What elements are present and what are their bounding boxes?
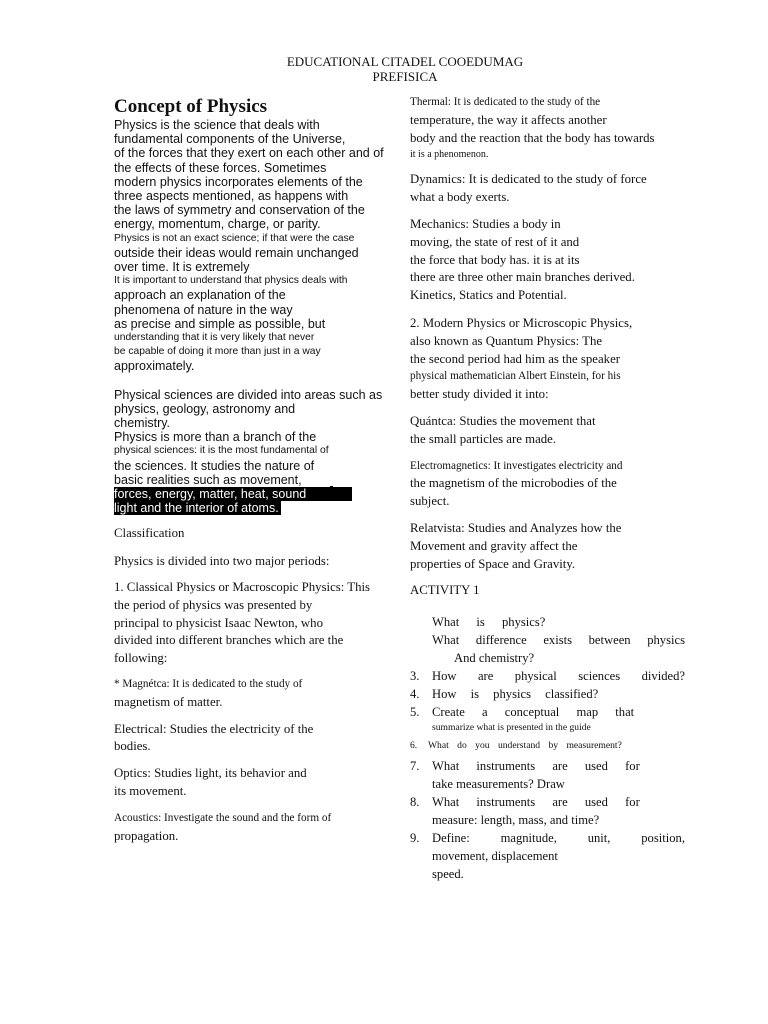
electromagnetics-paragraph: [410, 458, 700, 511]
text-line: Electromagnetics: It investigates electricity and: [410, 459, 623, 472]
text-line: chemistry.: [114, 416, 171, 431]
text-line: magnetism of matter.: [114, 694, 223, 709]
question-number: 9.: [410, 831, 420, 845]
text-line: Movement and gravity affect the: [410, 538, 578, 553]
acoustics-paragraph: [114, 810, 384, 846]
question-text: Create a conceptual map that: [432, 705, 635, 719]
text-line: fundamental components of the Universe,: [114, 132, 346, 147]
school-name: EDUCATIONAL CITADEL COOEDUMAG: [286, 54, 524, 69]
text-line: over time. It is extremely: [114, 260, 250, 275]
text-line: physical mathematician Albert Einstein, for his: [410, 370, 621, 383]
text-line: Quántca: Studies the movement that: [410, 413, 596, 428]
text-line: 2. Modern Physics or Microscopic Physics,: [410, 315, 633, 330]
text-line: principal to physicist Isaac Newton, who: [114, 615, 323, 630]
intro-paragraph: [114, 118, 384, 232]
activity-question-1: [410, 613, 685, 631]
question-number: 5.: [410, 705, 420, 719]
document-header: [0, 54, 768, 84]
activity-question-3: [410, 667, 685, 685]
text-line: properties of Space and Gravity.: [410, 556, 576, 571]
magnetica-paragraph: [114, 676, 384, 712]
activity-list: [410, 613, 685, 883]
activity-question-9: [410, 829, 685, 847]
text-line: following:: [114, 651, 168, 666]
activity-question-7: [410, 757, 685, 775]
activity-question-8: [410, 793, 685, 811]
question-text: What do you understand by measurement?: [428, 740, 622, 751]
text-line: propagation.: [114, 828, 179, 843]
text-line: temperature, the way it affects another: [410, 112, 607, 127]
question-text: speed.: [432, 867, 464, 881]
text-line: subject.: [410, 494, 450, 509]
text-line: basic realities such as movement,: [114, 472, 302, 487]
question-text: take measurements? Draw: [432, 777, 565, 791]
question-text: What instruments are used for: [432, 759, 640, 773]
classification-heading: Classification: [114, 526, 185, 541]
activity-question-4: [410, 685, 685, 703]
text-line: there are three other main branches derived.: [410, 270, 635, 285]
question-number: 8.: [410, 795, 420, 809]
text-line: physical sciences: it is the most fundamental of: [114, 445, 329, 457]
text-line: Physics is not an exact science; if that were the case: [114, 232, 355, 244]
question-text: measure: length, mass, and time?: [432, 813, 600, 827]
text-line: Dynamics: It is dedicated to the study of force: [410, 172, 647, 187]
text-line: Physics is more than a branch of the: [114, 430, 317, 445]
question-continuation: [410, 847, 685, 865]
text-line: the second period had him as the speaker: [410, 351, 621, 366]
activity-question-5: [410, 703, 685, 721]
text-line: Physical sciences are divided into areas such as: [114, 387, 383, 402]
text-line: Physics is the science that deals with: [114, 118, 320, 132]
text-line: Thermal: It is dedicated to the study of the: [410, 96, 601, 108]
text-line: the force that body has. it is at its: [410, 252, 580, 267]
text-line: body and the reaction that the body has towards: [410, 130, 655, 145]
text-line: also known as Quantum Physics: The: [410, 333, 603, 348]
text-line: three aspects mentioned, as happens with: [114, 189, 349, 204]
highlighted-line: [114, 487, 384, 501]
text-cursor: [330, 486, 333, 499]
activity-question-6: [410, 735, 685, 757]
text-selection-highlight[interactable]: light and the interior of atoms.: [114, 501, 279, 516]
mechanics-paragraph: [410, 216, 700, 305]
text-line: It is important to understand that physics deals with: [114, 275, 348, 287]
text-line: it is a phenomenon.: [410, 149, 489, 161]
text-line: * Magnétca: It is dedicated to the study of: [114, 678, 303, 691]
periods-intro: Physics is divided into two major periods:: [114, 554, 330, 569]
text-line: better study divided it into:: [410, 387, 549, 402]
activity-question-2: [410, 631, 685, 649]
quantica-paragraph: [410, 413, 700, 449]
highlighted-line: [114, 501, 384, 515]
text-line: approach an explanation of the: [114, 288, 286, 303]
text-line: modern physics incorporates elements of the: [114, 174, 363, 189]
left-column: [114, 96, 384, 845]
question-number: 4.: [410, 687, 420, 701]
question-text: What difference exists between physics: [432, 633, 685, 647]
text-line: Mechanics: Studies a body in: [410, 216, 561, 231]
question-text: What instruments are used for: [432, 795, 640, 809]
text-line: Kinetics, Statics and Potential.: [410, 288, 567, 303]
text-line: bodies.: [114, 739, 151, 754]
question-number: 7.: [410, 759, 420, 773]
text-line: the effects of these forces. Sometimes: [114, 160, 327, 175]
text-line: be capable of doing it more than just in a way: [114, 346, 321, 358]
text-line: as precise and simple as possible, but: [114, 316, 326, 331]
text-selection-highlight[interactable]: forces, energy, matter, heat, sound: [114, 487, 352, 501]
text-line: moving, the state of rest of it and: [410, 234, 580, 249]
question-continuation: [410, 865, 685, 883]
text-line: Electrical: Studies the electricity of the: [114, 721, 314, 736]
question-text: How are physical sciences divided?: [432, 669, 685, 683]
text-line: Acoustics: Investigate the sound and the form of: [114, 811, 332, 824]
thermal-paragraph: [410, 94, 700, 162]
exactness-paragraph: [114, 232, 384, 374]
question-text: What is physics?: [432, 615, 546, 629]
question-text: How is physics classified?: [432, 687, 599, 701]
right-column: [410, 94, 700, 600]
text-line: phenomena of nature in the way: [114, 302, 293, 317]
question-text: movement, displacement: [432, 849, 558, 863]
question-continuation: [410, 721, 685, 735]
relativista-paragraph: [410, 520, 700, 573]
text-line: of the forces that they exert on each other and of: [114, 146, 384, 161]
page-title: Concept of Physics: [114, 96, 268, 117]
text-line: divided into different branches which are the: [114, 633, 344, 648]
electrical-paragraph: [114, 721, 384, 757]
question-text: Define: magnitude, unit, position,: [432, 831, 685, 845]
question-continuation: [410, 775, 685, 793]
text-line: the period of physics was presented by: [114, 597, 313, 612]
question-continuation: [410, 649, 685, 667]
text-line: understanding that it is very likely that never: [114, 332, 315, 344]
dynamics-paragraph: [410, 171, 700, 207]
text-line: the small particles are made.: [410, 431, 557, 446]
activity-title: ACTIVITY 1: [410, 583, 480, 598]
modern-physics-paragraph: [410, 315, 700, 404]
question-number: 3.: [410, 669, 420, 683]
optics-paragraph: [114, 765, 384, 801]
text-line: Relatvista: Studies and Analyzes how the: [410, 520, 622, 535]
text-line: the laws of symmetry and conservation of the: [114, 203, 365, 218]
text-line: approximately.: [114, 359, 195, 374]
text-line: 1. Classical Physics or Macroscopic Physics: This: [114, 580, 371, 595]
text-line: the sciences. It studies the nature of: [114, 458, 315, 473]
question-text: summarize what is presented in the guide: [432, 722, 591, 733]
areas-paragraph: [114, 388, 384, 516]
text-line: Optics: Studies light, its behavior and: [114, 766, 307, 781]
question-number: 6.: [410, 740, 418, 751]
text-line: energy, momentum, charge, or parity.: [114, 217, 321, 232]
text-line: its movement.: [114, 784, 187, 799]
question-text: And chemistry?: [454, 651, 535, 665]
text-line: what a body exerts.: [410, 190, 510, 205]
classical-physics-paragraph: [114, 579, 384, 668]
text-line: the magnetism of the microbodies of the: [410, 476, 617, 491]
text-line: outside their ideas would remain unchanged: [114, 245, 359, 260]
document-subtitle: PREFISICA: [372, 69, 438, 84]
text-line: physics, geology, astronomy and: [114, 401, 296, 416]
question-continuation: [410, 811, 685, 829]
